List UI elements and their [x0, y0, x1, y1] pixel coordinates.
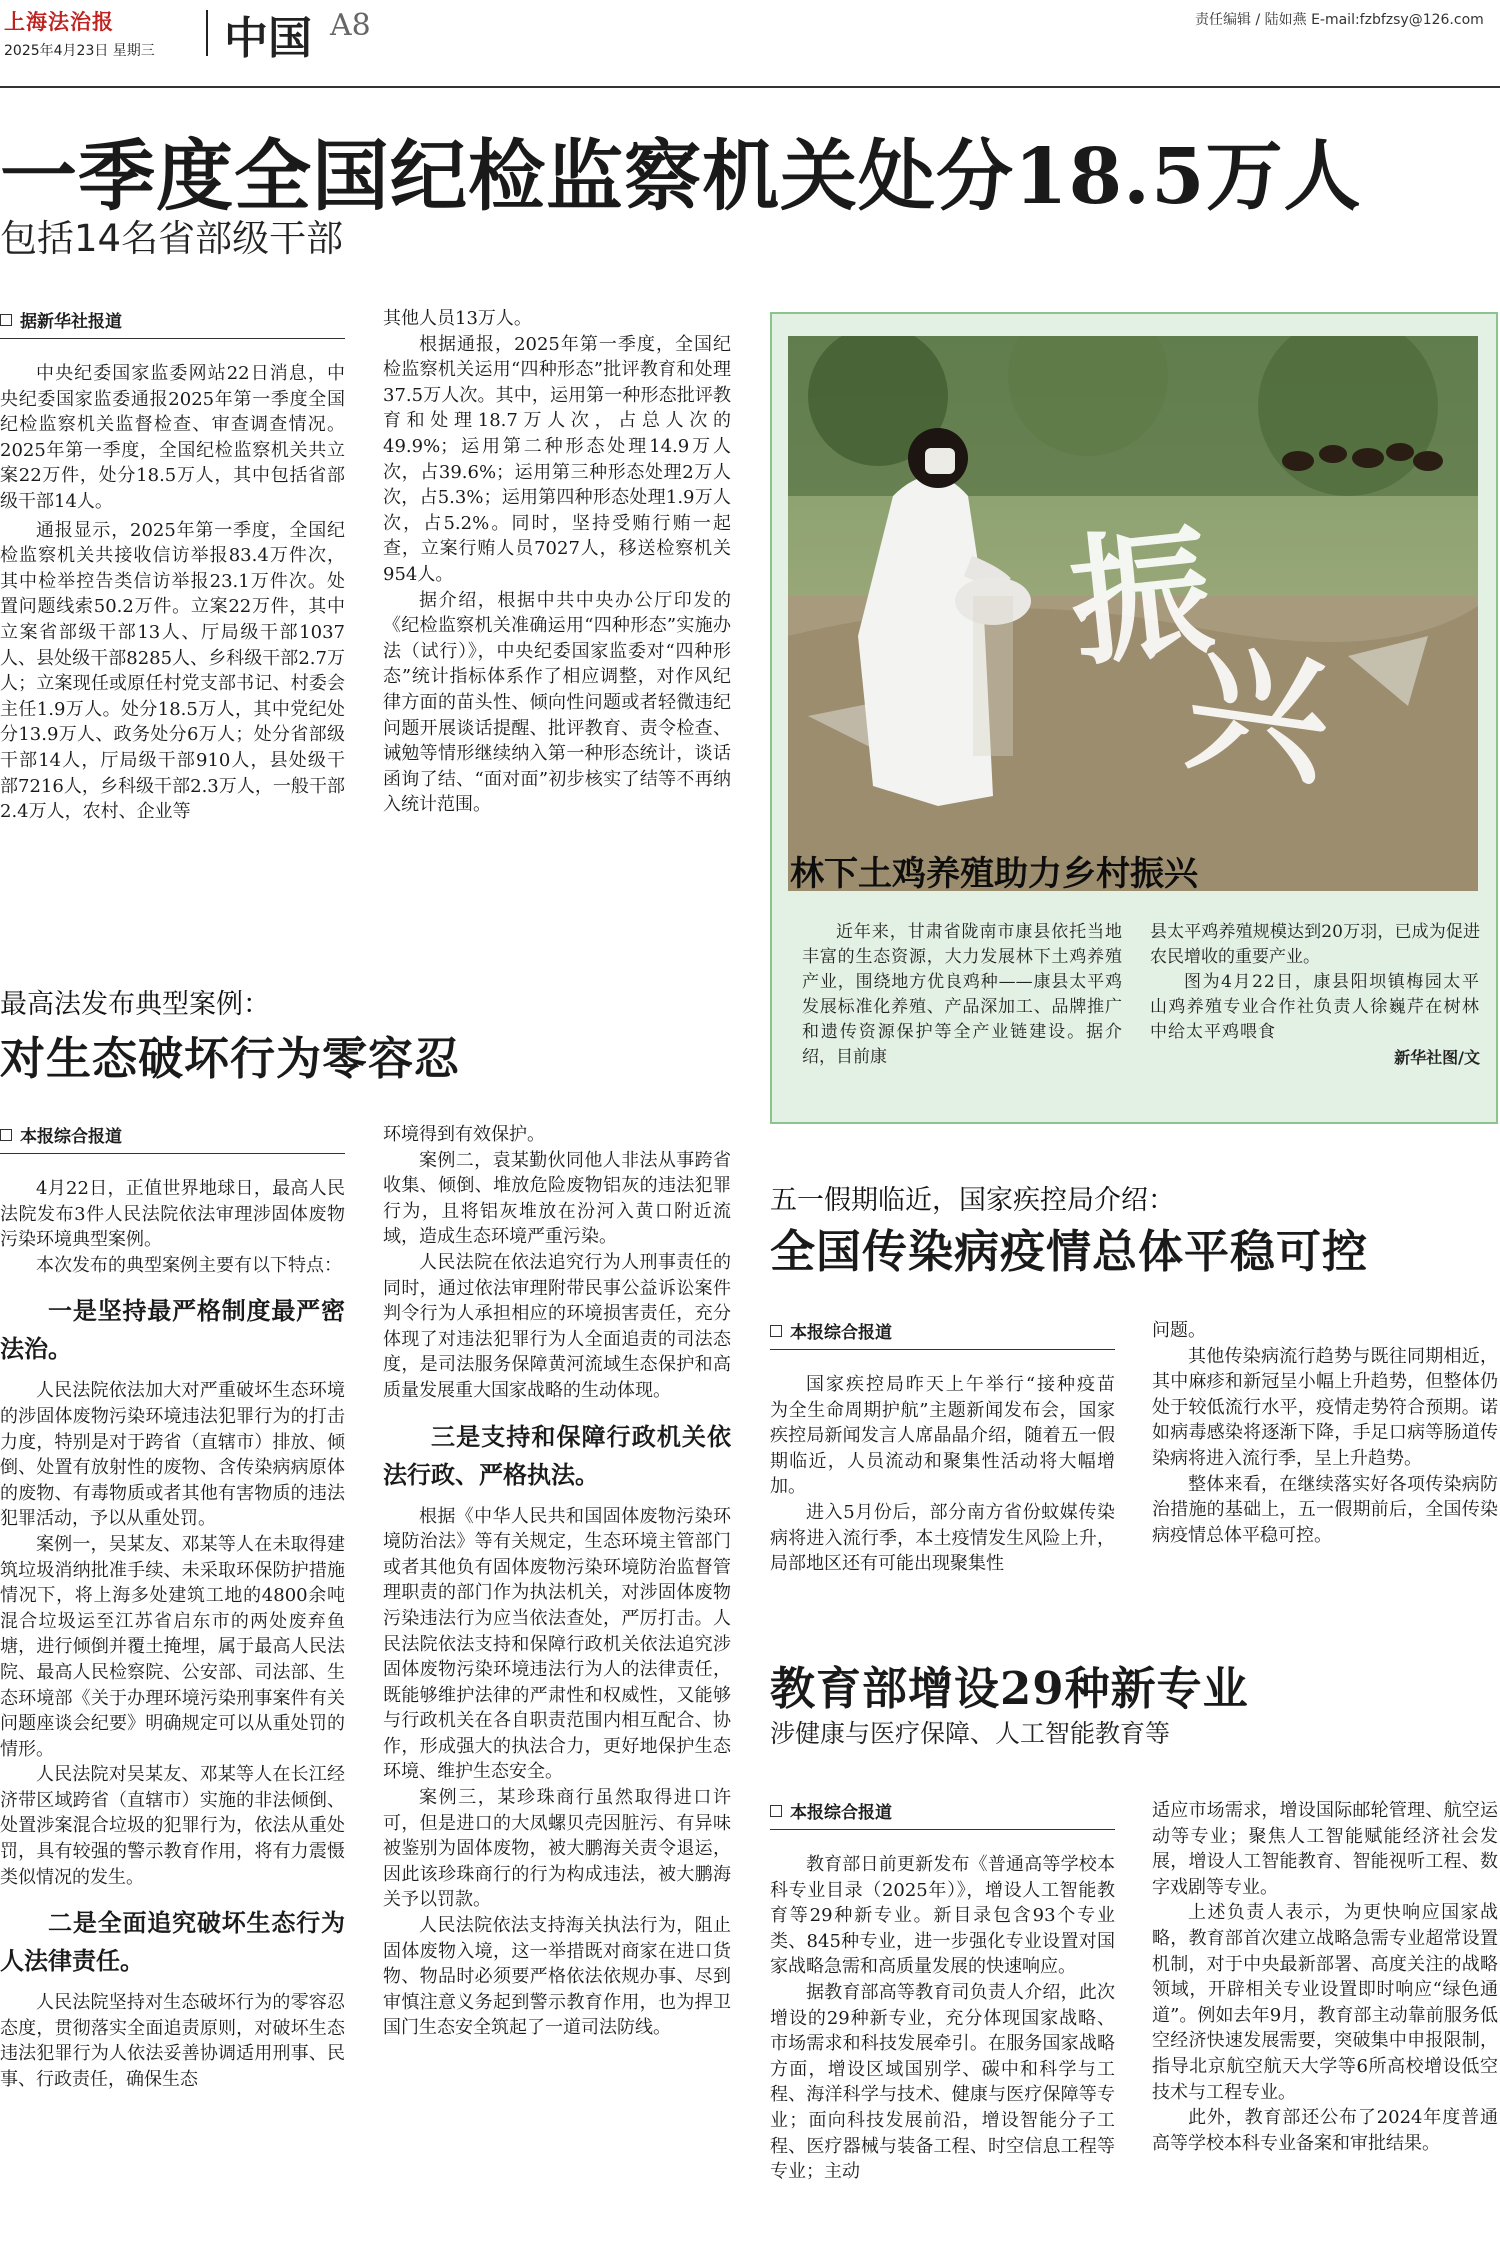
feature-photo	[788, 336, 1478, 891]
paragraph: 其他人员13万人。	[383, 308, 532, 329]
paragraph: 案例二，袁某勤伙同他人非法从事跨省收集、倾倒、堆放危险废物铝灰的违法犯罪行为，且将铝灰堆放在汾河入黄口附近流域，造成生态环境严重污染。	[383, 1149, 731, 1248]
paragraph: 本次发布的典型案例主要有以下特点：	[36, 1254, 342, 1276]
paragraph: 问题。	[1152, 1320, 1206, 1341]
checkbox-icon	[0, 1129, 12, 1141]
paragraph: 中央纪委国家监委网站22日消息，中央纪委国家监委通报2025年第一季度全国纪检监察机关监督检查、审查调查情况。2025年第一季度，全国纪检监察机关共立案22万件，处分18.5万人，其中包括省部级干部14人。	[0, 363, 345, 512]
paragraph: 进入5月份后，部分南方省份蚊媒传染病将进入流行季，本土疫情发生风险上升，局部地区还有可能出现聚集性	[770, 1501, 1115, 1575]
paragraph: 人民法院对吴某友、邓某等人在长江经济带区域跨省（直辖市）实施的非法倾倒、处置涉案混合垃圾的犯罪行为，依法从重处罚，具有较强的警示教育作用，将有力震慑类似情况的发生。	[0, 1764, 345, 1888]
paragraph: 案例一，吴某友、邓某等人在未取得建筑垃圾消纳批准手续、未采取环保防护措施情况下，将上海多处建筑工地的4800余吨混合垃圾运至江苏省启东市的两处废弃鱼塘，进行倾倒并覆土掩埋，属于最高人民法院、最高人民检察院、公安部、司法部、生态环境部《关于办理环境污染刑事案件有关问题座谈会纪要》明确规定可以从重处罚的情形。	[0, 1533, 345, 1760]
court-headline: 对生态破坏行为零容忍	[0, 1032, 461, 1085]
checkbox-icon	[770, 1325, 782, 1337]
feature-title: 林下土鸡养殖助力乡村振兴	[790, 854, 1198, 894]
cdc-kicker: 五一假期临近，国家疾控局介绍：	[770, 1185, 1175, 1216]
overlay-character-2: 兴	[1177, 624, 1340, 807]
paragraph: 近年来，甘肃省陇南市康县依托当地丰富的生态资源，大力发展林下土鸡养殖产业，围绕地方优良鸡种——康县太平鸡发展标准化养殖、产品深加工、品牌推广和遗传资源保护等全产业链建设。据介绍，目前康	[802, 922, 1122, 1067]
edu-headline: 教育部增设29种新专业	[770, 1662, 1249, 1715]
edu-source	[770, 1798, 1115, 1830]
cdc-column-2	[1152, 1318, 1498, 1548]
feature-col-2	[1150, 920, 1480, 1070]
paragraph: 上述负责人表示，为更快响应国家战略，教育部首次建立战略急需专业超常设置机制，对于中央最新部署、高度关注的战略领域，开辟相关专业设置即时响应“绿色通道”。例如去年9月，教育部主动靠前服务低空经济快速发展需要，突破集中申报限制，指导北京航空航天大学等6所高校增设低空技术与工程专业。	[1152, 1902, 1498, 2103]
photo-caption: 图为4月22日，康县阳坝镇梅园太平山鸡养殖专业合作社负责人徐巍芹在树林中给太平鸡喂食	[1150, 972, 1480, 1042]
paragraph: 环境得到有效保护。	[383, 1124, 545, 1145]
overlay-character-1: 振	[1063, 509, 1220, 687]
checkbox-icon	[0, 314, 12, 326]
lead-col1-body	[0, 361, 345, 825]
paragraph: 人民法院依法支持海关执法行为，阻止固体废物入境，这一举措既对商家在进口货物、物品时必须要严格依法依规办事、尽到审慎注意义务起到警示教育作用，也为捍卫国门生态安全筑起了一道司法防线。	[383, 1915, 731, 2039]
cdc-headline: 全国传染病疫情总体平稳可控	[770, 1225, 1369, 1278]
lead-headline: 一季度全国纪检监察机关处分18.5万人	[0, 132, 1362, 222]
paragraph: 国家疾控局昨天上午举行“接种疫苗 为全生命周期护航”主题新闻发布会，国家疾控局新闻发言人席晶晶介绍，随着五一假期临近，人员流动和聚集性活动将大幅增加。	[770, 1374, 1133, 1498]
lead-column-2	[383, 306, 731, 818]
paragraph: 其他传染病流行趋势与既往同期相近，其中麻疹和新冠呈小幅上升趋势，但整体仍处于较低流行水平，疫情走势符合预期。诺如病毒感染将逐渐下降，手足口病等肠道传染病将进入流行季，呈上升趋势。	[1152, 1345, 1498, 1469]
edu-column-2	[1152, 1798, 1498, 2156]
paragraph: 人民法院依法加大对严重破坏生态环境的涉固体废物污染环境违法犯罪行为的打击力度，特别是对于跨省（直辖市）排放、倾倒、处置有放射性的废物、含传染病病原体的废物、有毒物质或者其他有害物质的违法犯罪活动，予以从重处罚。	[0, 1380, 345, 1530]
paragraph: 此外，教育部还公布了2024年度普通高等学校本科专业备案和审批结果。	[1152, 2107, 1498, 2154]
checkbox-icon	[770, 1805, 782, 1817]
paragraph: 县太平鸡养殖规模达到20万羽，已成为促进农民增收的重要产业。	[1150, 922, 1480, 967]
paragraph: 人民法院在依法追究行为人刑事责任的同时，通过依法审理附带民事公益诉讼案件判令行为人承担相应的环境损害责任，充分体现了对违法犯罪行为人全面追责的司法态度，是司法服务保障黄河流域生态保护和高质量发展重大国家战略的生动体现。	[383, 1251, 731, 1401]
header-divider	[206, 10, 208, 56]
edu-column-1	[770, 1798, 1115, 2185]
feature-col-1	[802, 920, 1122, 1070]
edu-col1-body	[770, 1852, 1115, 2185]
court-source	[0, 1122, 345, 1154]
paragraph: 适应市场需求，增设国际邮轮管理、航空运动等专业；聚焦人工智能赋能经济社会发展，增设人工智能教育、智能视听工程、数字戏剧等专业。	[1152, 1800, 1498, 1898]
court-col1-body	[0, 1176, 345, 2093]
paragraph: 根据《中华人民共和国固体废物污染环境防治法》等有关规定，生态环境主管部门或者其他负有固体废物污染环境防治监督管理职责的部门作为执法机关，对涉固体废物污染违法行为应当依法查处，严厉打击。人民法院依法支持和保障行政机关依法追究涉固体废物污染环境违法行为人的法律责任，既能够维护法律的严肃性和权威性，又能够与行政机关在各自职责范围内相互配合、协作，形成强大的执法合力，更好地保护生态环境、维护生态安全。	[383, 1505, 731, 1783]
cdc-column-1	[770, 1318, 1133, 1577]
subheading: 一是坚持最严格制度最严密法治。	[0, 1297, 345, 1364]
paragraph: 据介绍，根据中共中央办公厅印发的《纪检监察机关准确运用“四种形态”实施办法（试行）》，中央纪委国家监委对“四种形态”统计指标体系作了相应调整，对作风纪律方面的苗头性、倾向性问题或者轻微违纪问题开展谈话提醒、批评教育、责令检查、诫勉等情形继续纳入第一种形态统计，谈话函询了结、“面对面”初步核实了结等不再纳入统计范围。	[383, 589, 731, 816]
court-source-text: 本报综合报道	[20, 1127, 122, 1147]
masthead-logo: 上海法治报	[4, 9, 114, 34]
lead-source	[0, 307, 345, 339]
lead-source-text: 据新华社报道	[20, 312, 122, 332]
paragraph: 通报显示，2025年第一季度，全国纪检监察机关共接收信访举报83.4万件次，其中检举控告类信访举报23.1万件次。处置问题线索50.2万件。立案22万件，其中立案省部级干部13人、厅局级干部1037人、县处级干部8285人、乡科级干部2.7万人；立案现任或原任村党支部书记、村委会主任1.9万人。处分18.5万人，其中党纪处分13.9万人、政务处分6万人；处分省部级干部14人，厅局级干部910人，县处级干部7216人，乡科级干部2.3万人，一般干部2.4万人，农村、企业等	[0, 519, 345, 823]
edu-subhead: 涉健康与医疗保障、人工智能教育等	[770, 1719, 1171, 1748]
subheading: 三是支持和保障行政机关依法行政、严格执法。	[383, 1422, 731, 1489]
header-rule	[0, 86, 1500, 88]
section-name: 中国	[224, 13, 312, 64]
paragraph: 根据通报，2025年第一季度，全国纪检监察机关运用“四种形态”批评教育和处理37.5万人次。其中，运用第一种形态批评教育和处理18.7万人次，占总人次的49.9%；运用第二种形态处理14.9万人次，占39.6%；运用第三种形态处理2万人次，占5.3%；运用第四种形态处理1.9万人次，占5.2%。同时，坚持受贿行贿一起查，立案行贿人员7027人，移送检察机关954人。	[383, 333, 731, 585]
issue-date: 2025年4月23日 星期三	[4, 43, 155, 59]
cdc-source	[770, 1318, 1115, 1350]
editor-credit: 责任编辑 / 陆如燕 E-mail:fzbfzsy@126.com	[1195, 12, 1484, 28]
court-kicker: 最高法发布典型案例：	[0, 989, 270, 1020]
paragraph: 据教育部高等教育司负责人介绍，此次增设的29种新专业，充分体现国家战略、市场需求和科技发展牵引。在服务国家战略方面，增设区域国别学、碳中和科学与工程、海洋科学与技术、健康与医疗保障等专业；面向科技发展前沿，增设智能分子工程、医疗器械与装备工程、时空信息工程等专业；主动	[770, 1981, 1115, 2183]
paragraph: 4月22日，正值世界地球日，最高人民法院发布3件人民法院依法审理涉固体废物污染环境典型案例。	[0, 1178, 345, 1251]
lead-subhead: 包括14名省部级干部	[0, 217, 344, 260]
court-column-2	[383, 1122, 731, 2041]
paragraph: 教育部日前更新发布《普通高等学校本科专业目录（2025年）》，增设人工智能教育等29种新专业。新目录包含93个专业类、845种专业，进一步强化专业设置对国家战略急需和高质量发展的快速响应。	[770, 1854, 1115, 1978]
paragraph: 案例三，某珍珠商行虽然取得进口许可，但是进口的大凤螺贝壳因脏污、有异味被鉴别为固体废物，被大鹏海关责令退运，因此该珍珠商行的行为构成违法，被大鹏海关予以罚款。	[383, 1787, 731, 1911]
cdc-source-text: 本报综合报道	[790, 1323, 892, 1343]
subheading: 二是全面追究破坏生态行为人法律责任。	[0, 1909, 345, 1976]
court-column-1	[0, 1122, 345, 2093]
photo-credit: 新华社图/文	[1394, 1048, 1480, 1067]
page-number: A8	[330, 8, 371, 43]
paragraph: 整体来看，在继续落实好各项传染病防治措施的基础上，五一假期前后，全国传染病疫情总体平稳可控。	[1152, 1473, 1498, 1546]
lead-column-1	[0, 307, 345, 825]
edu-source-text: 本报综合报道	[790, 1803, 892, 1823]
cdc-col1-body	[770, 1372, 1133, 1577]
paragraph: 人民法院坚持对生态破坏行为的零容忍态度，贯彻落实全面追责原则，对破坏生态违法犯罪行为人依法妥善协调适用刑事、民事、行政责任，确保生态	[0, 1992, 345, 2091]
